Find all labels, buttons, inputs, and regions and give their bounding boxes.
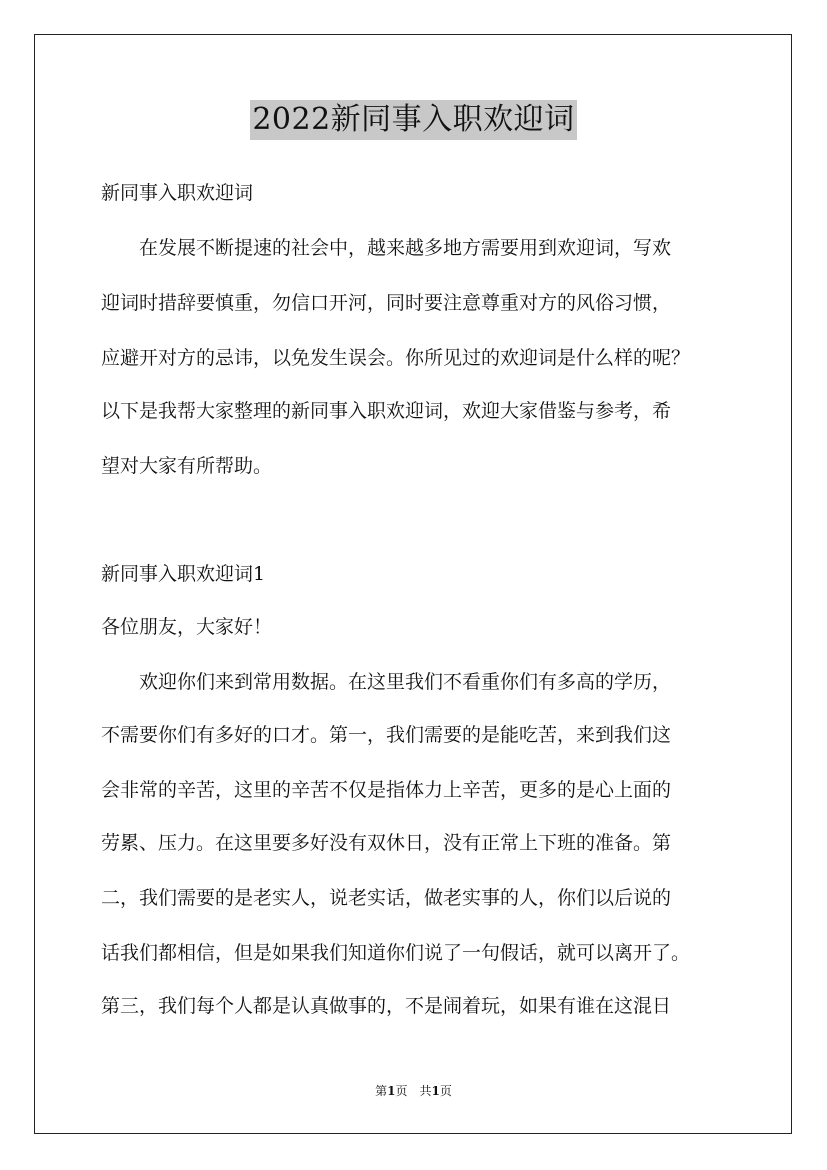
- paragraph-line: 迎词时措辞要慎重，勿信口开河，同时要注意尊重对方的风俗习惯，: [101, 292, 672, 314]
- footer-suffix: 页: [439, 1084, 452, 1098]
- paragraph-line: 第三，我们每个人都是认真做事的，不是闹着玩，如果有谁在这混日: [101, 995, 672, 1017]
- greeting-line: 各位朋友，大家好！: [101, 616, 273, 638]
- total-pages: 1: [431, 1084, 440, 1098]
- section-heading-1: 新同事入职欢迎词1: [101, 563, 266, 585]
- paragraph-line: 话我们都相信，但是如果我们知道你们说了一句假话，就可以离开了。: [101, 942, 691, 964]
- paragraph-line: 应避开对方的忌讳，以免发生误会。你所见过的欢迎词是什么样的呢？: [101, 347, 691, 369]
- title-container: [0, 100, 827, 140]
- paragraph-line: 二，我们需要的是老实人，说老实话，做老实事的人，你们以后说的: [101, 887, 672, 909]
- document-title: 2022新同事入职欢迎词: [250, 100, 576, 140]
- paragraph-line: 以下是我帮大家整理的新同事入职欢迎词，欢迎大家借鉴与参考，希: [101, 400, 672, 422]
- page-number: 1: [387, 1084, 396, 1098]
- paragraph-line: 欢迎你们来到常用数据。在这里我们不看重你们有多高的学历，: [101, 671, 672, 693]
- paragraph-line: 不需要你们有多好的口才。第一，我们需要的是能吃苦，来到我们这: [101, 724, 672, 746]
- paragraph-line: 望对大家有所帮助。: [101, 455, 273, 477]
- paragraph-line: 会非常的辛苦，这里的辛苦不仅是指体力上辛苦，更多的是心上面的: [101, 779, 672, 801]
- paragraph-line: 在发展不断提速的社会中，越来越多地方需要用到欢迎词，写欢: [101, 237, 672, 259]
- paragraph-line: 劳累、压力。在这里要多好没有双休日，没有正常上下班的准备。第: [101, 832, 672, 854]
- section-heading-intro: 新同事入职欢迎词: [101, 182, 254, 204]
- page-footer: [0, 1083, 827, 1099]
- footer-prefix: 第: [375, 1084, 388, 1098]
- footer-mid: 页 共: [395, 1084, 432, 1098]
